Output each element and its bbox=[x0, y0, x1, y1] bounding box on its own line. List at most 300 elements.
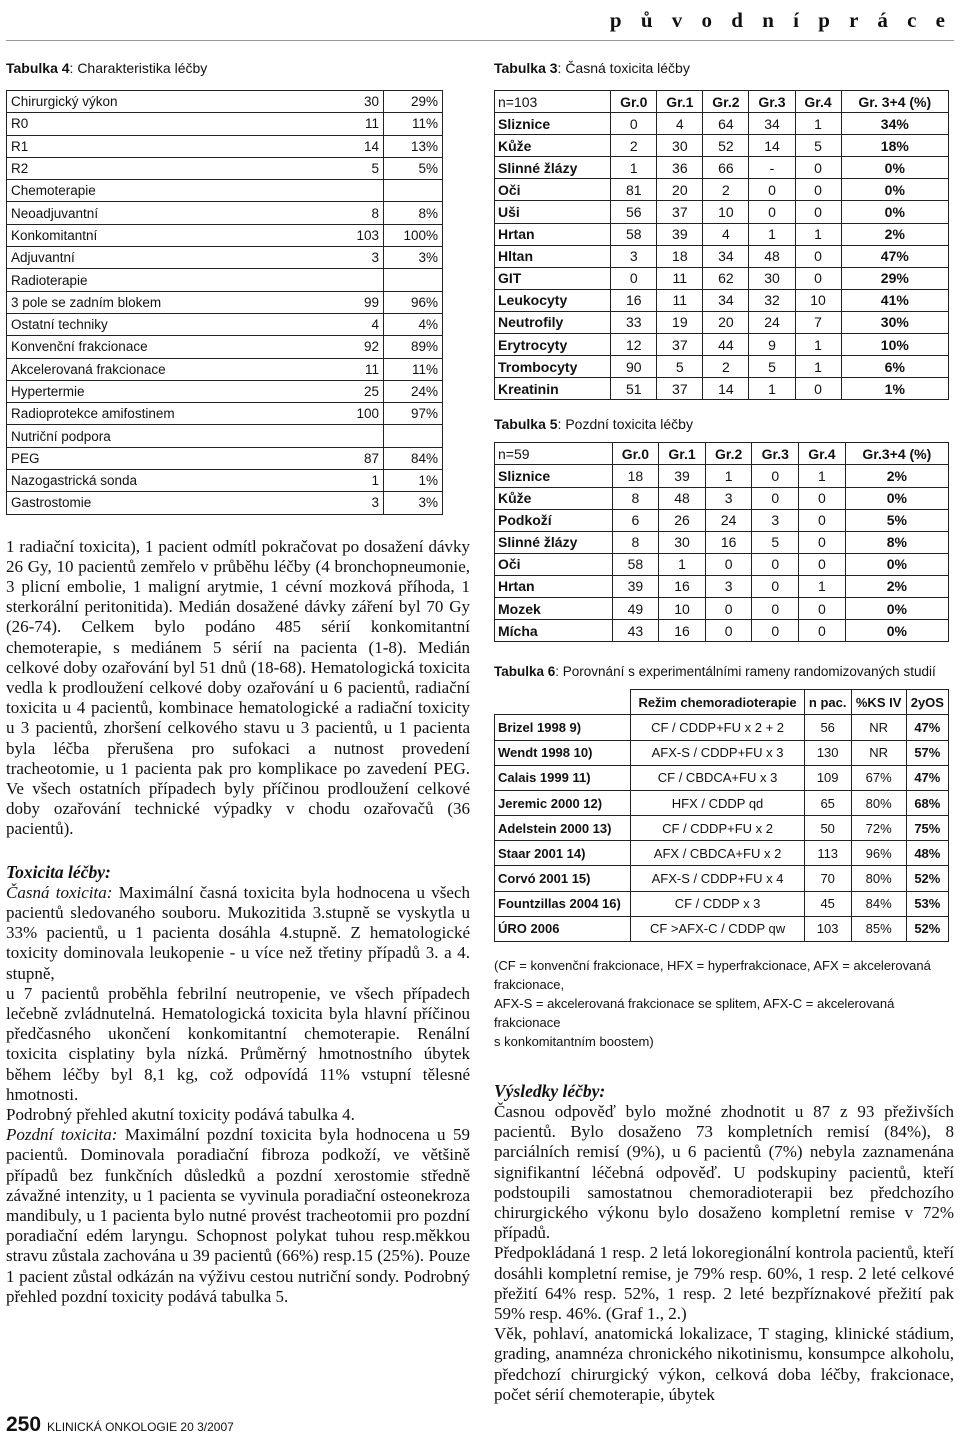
table-cell: 6 bbox=[612, 509, 659, 531]
table-row bbox=[7, 269, 443, 291]
table-cell: 20 bbox=[657, 179, 703, 201]
table-cell: 48% bbox=[906, 841, 948, 866]
row-percent: 4% bbox=[384, 313, 443, 335]
table-row bbox=[495, 289, 949, 311]
table3 bbox=[494, 90, 949, 400]
table-row bbox=[7, 135, 443, 157]
study-name: Staar 2001 14) bbox=[495, 841, 631, 866]
table-row bbox=[7, 180, 443, 202]
table-cell: 0 bbox=[752, 575, 799, 597]
table-row bbox=[495, 223, 949, 245]
table-cell: 2% bbox=[845, 465, 948, 487]
row-label: GIT bbox=[495, 267, 611, 289]
table-cell: 2 bbox=[611, 135, 657, 157]
column-header: Gr.3 bbox=[752, 443, 799, 465]
table-cell: 30 bbox=[659, 531, 706, 553]
table-cell: 11 bbox=[657, 289, 703, 311]
table-cell: 3 bbox=[611, 245, 657, 267]
table-row bbox=[495, 575, 949, 597]
paragraph-late-toxicity bbox=[6, 1125, 470, 1307]
row-label: Hrtan bbox=[495, 223, 611, 245]
late-toxicity-text: Maximální pozdní toxicita byla hodnocena u 59 pacientů. Dominovala poradiační fibroza podkoží, ve většině případů bez funkčních důsledků a pozdní xerostomie středně závažné intenzity, u 1 pacienta se vyvinula poradiační osteonekroza mandibuly, u 1 pacienta bylo nutné provést tracheotomii pro pozdní poradiační edém laryngu. Schopnost polykat tuhou resp.měkkou stravu zůstala zachována u 39 pacientů (66%) resp.15 (25%). Pouze 1 pacient zůstal odkázán na výživu cestou nutriční sondy. Podrobný přehled pozdní toxicity podává tabulka 5. bbox=[6, 1125, 470, 1306]
table-cell: 57% bbox=[906, 740, 948, 765]
table-cell: 16 bbox=[659, 620, 706, 642]
table-cell: 0 bbox=[799, 487, 846, 509]
table-cell: 84% bbox=[851, 891, 906, 916]
table-cell: 34 bbox=[703, 289, 749, 311]
table-cell: 12 bbox=[611, 334, 657, 356]
row-label: Trombocyty bbox=[495, 356, 611, 378]
table-cell: 1 bbox=[659, 553, 706, 575]
table-row bbox=[7, 470, 443, 492]
table-row bbox=[495, 866, 949, 891]
row-count: 5 bbox=[329, 157, 384, 179]
column-header: 2yOS bbox=[906, 690, 948, 715]
row-label: Sliznice bbox=[495, 113, 611, 135]
table-cell: 34% bbox=[841, 113, 948, 135]
table-cell: 24 bbox=[749, 311, 795, 333]
early-toxicity-lead: Časná toxicita: bbox=[6, 882, 113, 902]
table-cell: 37 bbox=[657, 334, 703, 356]
row-label: Hltan bbox=[495, 245, 611, 267]
table3-caption-label: Tabulka 3 bbox=[494, 60, 558, 76]
table-row bbox=[7, 358, 443, 380]
heading-toxicity: Toxicita léčby: bbox=[6, 861, 111, 882]
row-percent: 5% bbox=[384, 157, 443, 179]
row-label: Neoadjuvantní bbox=[7, 202, 330, 224]
row-count: 25 bbox=[329, 380, 384, 402]
row-count: 100 bbox=[329, 403, 384, 425]
table-cell: 0 bbox=[799, 509, 846, 531]
table-cell: 96% bbox=[851, 841, 906, 866]
page-footer bbox=[6, 1413, 234, 1437]
row-label: Erytrocyty bbox=[495, 334, 611, 356]
table-row bbox=[495, 179, 949, 201]
row-percent: 3% bbox=[384, 492, 443, 514]
table-row bbox=[7, 291, 443, 313]
table-cell: 37 bbox=[657, 201, 703, 223]
row-percent: 84% bbox=[384, 447, 443, 469]
table-cell: 0 bbox=[799, 597, 846, 619]
table-cell: 18 bbox=[657, 245, 703, 267]
table-cell: 0 bbox=[749, 179, 795, 201]
table-cell: 34 bbox=[703, 245, 749, 267]
table6-caption-text: : Porovnání s experimentálními rameny randomizovaných studií bbox=[555, 664, 936, 680]
row-label: R0 bbox=[7, 113, 330, 135]
table-cell: 18 bbox=[612, 465, 659, 487]
table-row bbox=[7, 247, 443, 269]
row-label: Slinné žlázy bbox=[495, 531, 613, 553]
column-header: n=59 bbox=[495, 443, 613, 465]
table-cell: 1 bbox=[749, 378, 795, 400]
table-cell: 4 bbox=[703, 223, 749, 245]
table-cell: 3 bbox=[752, 509, 799, 531]
table-cell: 90 bbox=[611, 356, 657, 378]
right-column bbox=[494, 60, 954, 1405]
table-cell: 53% bbox=[906, 891, 948, 916]
study-name: Wendt 1998 10) bbox=[495, 740, 631, 765]
table-cell: 1 bbox=[749, 223, 795, 245]
table-cell: 1 bbox=[799, 575, 846, 597]
row-label: Uši bbox=[495, 201, 611, 223]
row-percent: 11% bbox=[384, 113, 443, 135]
row-label: PEG bbox=[7, 447, 330, 469]
table-cell: 0 bbox=[799, 553, 846, 575]
table-cell: 109 bbox=[804, 765, 851, 790]
table-row bbox=[495, 113, 949, 135]
row-label: Leukocyty bbox=[495, 289, 611, 311]
table-cell: 113 bbox=[804, 841, 851, 866]
row-count: 8 bbox=[329, 202, 384, 224]
table-cell: 58 bbox=[611, 223, 657, 245]
table-cell: 44 bbox=[703, 334, 749, 356]
table3-caption-text: : Časná toxicita léčby bbox=[557, 60, 690, 76]
table-row bbox=[495, 157, 949, 179]
table-cell: 10 bbox=[703, 201, 749, 223]
table-cell: 37 bbox=[657, 378, 703, 400]
table-cell: 8 bbox=[612, 487, 659, 509]
table-cell: AFX-S / CDDP+FU x 4 bbox=[631, 866, 804, 891]
table-cell: CF / CDDP+FU x 2 + 2 bbox=[631, 715, 804, 740]
row-label: Hrtan bbox=[495, 575, 613, 597]
table-cell: 62 bbox=[703, 267, 749, 289]
table-row bbox=[495, 597, 949, 619]
table-cell: 0% bbox=[841, 157, 948, 179]
table-cell: 1 bbox=[795, 356, 841, 378]
table-cell: 70 bbox=[804, 866, 851, 891]
left-column bbox=[6, 60, 470, 1307]
table5-caption bbox=[494, 416, 954, 432]
row-label: Sliznice bbox=[495, 465, 613, 487]
table4-caption-label: Tabulka 4 bbox=[6, 60, 70, 76]
table-row bbox=[495, 135, 949, 157]
table-cell: 39 bbox=[659, 465, 706, 487]
row-percent bbox=[384, 180, 443, 202]
table-cell: 0% bbox=[841, 179, 948, 201]
table-cell: 0 bbox=[752, 487, 799, 509]
table-cell: 11 bbox=[657, 267, 703, 289]
table-cell: 56 bbox=[804, 715, 851, 740]
table6-note-2: AFX-S = akcelerovaná frakcionace se splitem, AFX-C = akcelerovaná frakcionace bbox=[494, 996, 895, 1031]
table-cell: 0 bbox=[752, 553, 799, 575]
table-cell: 0 bbox=[752, 620, 799, 642]
table-row bbox=[495, 916, 949, 941]
table-cell: 3 bbox=[705, 487, 752, 509]
table-cell: 0 bbox=[749, 201, 795, 223]
row-label: Kreatinin bbox=[495, 378, 611, 400]
table-cell: 5 bbox=[752, 531, 799, 553]
table-cell: 2% bbox=[845, 575, 948, 597]
table-row bbox=[495, 841, 949, 866]
table-cell: 34 bbox=[749, 113, 795, 135]
column-header: Gr.1 bbox=[657, 91, 703, 113]
study-name: Corvó 2001 15) bbox=[495, 866, 631, 891]
table-cell: 16 bbox=[611, 289, 657, 311]
column-header: Režim chemoradioterapie bbox=[631, 690, 804, 715]
table-cell: 19 bbox=[657, 311, 703, 333]
table-row bbox=[495, 487, 949, 509]
table-cell: 67% bbox=[851, 765, 906, 790]
table5 bbox=[494, 442, 949, 642]
table-cell: 1 bbox=[705, 465, 752, 487]
table-cell: 0 bbox=[752, 465, 799, 487]
page-number: 250 bbox=[6, 1413, 42, 1436]
table-cell: 0 bbox=[795, 267, 841, 289]
column-header: Gr.1 bbox=[659, 443, 706, 465]
row-label: Chemoterapie bbox=[7, 180, 330, 202]
row-label: 3 pole se zadním blokem bbox=[7, 291, 330, 313]
table-cell: 51 bbox=[611, 378, 657, 400]
table-cell: 10 bbox=[659, 597, 706, 619]
table-cell: 2% bbox=[841, 223, 948, 245]
table-row bbox=[495, 465, 949, 487]
column-header: n=103 bbox=[495, 91, 611, 113]
table4-caption bbox=[6, 60, 470, 76]
table-row bbox=[495, 816, 949, 841]
row-count: 1 bbox=[329, 470, 384, 492]
table-cell: 0 bbox=[795, 179, 841, 201]
table6-note-1: (CF = konvenční frakcionace, HFX = hyperfrakcionace, AFX = akcelerovaná frakcionace, bbox=[494, 958, 931, 993]
row-label: Akcelerovaná frakcionace bbox=[7, 358, 330, 380]
table-row bbox=[7, 157, 443, 179]
row-label: Kůže bbox=[495, 135, 611, 157]
row-label: Gastrostomie bbox=[7, 492, 330, 514]
row-label: Mozek bbox=[495, 597, 613, 619]
row-count: 30 bbox=[329, 91, 384, 113]
table-cell: 68% bbox=[906, 790, 948, 815]
table-cell: 52% bbox=[906, 866, 948, 891]
row-percent: 11% bbox=[384, 358, 443, 380]
table-header-row bbox=[495, 91, 949, 113]
table-cell: 48 bbox=[659, 487, 706, 509]
table-cell: 0 bbox=[611, 113, 657, 135]
row-percent: 3% bbox=[384, 247, 443, 269]
table-cell: CF >AFX-C / CDDP qw bbox=[631, 916, 804, 941]
row-count bbox=[329, 180, 384, 202]
table-cell: 65 bbox=[804, 790, 851, 815]
column-header: %KS IV bbox=[851, 690, 906, 715]
table-cell: 47% bbox=[841, 245, 948, 267]
row-percent: 24% bbox=[384, 380, 443, 402]
table-cell: 0 bbox=[705, 620, 752, 642]
table-cell: 10 bbox=[795, 289, 841, 311]
row-count: 103 bbox=[329, 224, 384, 246]
row-count: 3 bbox=[329, 492, 384, 514]
table-row bbox=[495, 531, 949, 553]
table-cell: 0 bbox=[799, 531, 846, 553]
row-label: Oči bbox=[495, 553, 613, 575]
row-percent: 8% bbox=[384, 202, 443, 224]
table-row bbox=[7, 113, 443, 135]
table-cell: 48 bbox=[749, 245, 795, 267]
table-cell: NR bbox=[851, 740, 906, 765]
table-cell: 0% bbox=[845, 620, 948, 642]
table-cell: AFX / CBDCA+FU x 2 bbox=[631, 841, 804, 866]
table-row bbox=[495, 378, 949, 400]
table-cell: CF / CBDCA+FU x 3 bbox=[631, 765, 804, 790]
row-percent: 97% bbox=[384, 403, 443, 425]
row-percent: 1% bbox=[384, 470, 443, 492]
table-row bbox=[495, 891, 949, 916]
column-header: Gr. 3+4 (%) bbox=[841, 91, 948, 113]
table-cell: 3 bbox=[705, 575, 752, 597]
table-cell: 1 bbox=[795, 113, 841, 135]
table-cell: 6% bbox=[841, 356, 948, 378]
table-cell: 39 bbox=[657, 223, 703, 245]
table-cell: 16 bbox=[705, 531, 752, 553]
table-row bbox=[495, 356, 949, 378]
row-label: Ostatní techniky bbox=[7, 313, 330, 335]
table-cell: 2 bbox=[703, 179, 749, 201]
row-count bbox=[329, 269, 384, 291]
column-header: Gr.0 bbox=[611, 91, 657, 113]
table-row bbox=[495, 553, 949, 575]
table-cell: 18% bbox=[841, 135, 948, 157]
column-header: Gr.2 bbox=[705, 443, 752, 465]
table-cell: 50 bbox=[804, 816, 851, 841]
study-name: Brizel 1998 9) bbox=[495, 715, 631, 740]
row-percent: 96% bbox=[384, 291, 443, 313]
table-cell: 1% bbox=[841, 378, 948, 400]
table-cell: 1 bbox=[799, 465, 846, 487]
row-label: Oči bbox=[495, 179, 611, 201]
table-cell: 130 bbox=[804, 740, 851, 765]
row-label: Adjuvantní bbox=[7, 247, 330, 269]
paragraph-treatment: 1 radiační toxicita), 1 pacient odmítl pokračovat po dosažení dávky 26 Gy, 10 pacientů zemřelo v průběhu léčby (4 bronchopneumonie, 3 plicní embolie, 1 maligní arytmie, 1 cévní mozková příhoda, 1 sterkorální peritonitida). Medián dosažené dávky záření byl 70 Gy (26-74). Celkem bylo podáno 485 sérií konkomitantní chemoterapie, s mediánem 5 sérií na pacienta (1-8). Medián celkové doby ozařování byl 51 dnů (18-68). Hematologická toxicita vedla k prodloužení celkové doby ozařování u 6 pacientů, radiační toxicita u 4 pacientů, kombinace hematologické a radiační toxicity u 3 pacientů, zhoršení celkového stavu u 3 pacientů, u 1 pacienta byla léčba přerušena pro sufokaci a nutnost provedení tracheotomie, u 1 pacienta pak pro komplikace po zavedení PEG. Ve všech ostatních případech byly příčinou prodloužení celkové doby ozařování technické výpadky v chodu ozařovačů (36 pacientů). bbox=[6, 536, 470, 839]
table-cell: AFX-S / CDDP+FU x 3 bbox=[631, 740, 804, 765]
table-cell: 14 bbox=[703, 378, 749, 400]
table-row bbox=[495, 765, 949, 790]
column-header bbox=[495, 690, 631, 715]
row-label: Chirurgický výkon bbox=[7, 91, 330, 113]
table-row bbox=[495, 715, 949, 740]
column-header: Gr.3+4 (%) bbox=[845, 443, 948, 465]
row-count: 11 bbox=[329, 358, 384, 380]
table-cell: 0% bbox=[845, 553, 948, 575]
section-title: p ů v o d n í p r á c e bbox=[609, 8, 952, 32]
row-count: 92 bbox=[329, 336, 384, 358]
table-cell: 103 bbox=[804, 916, 851, 941]
table-cell: 24 bbox=[705, 509, 752, 531]
table-cell: 49 bbox=[612, 597, 659, 619]
table-row bbox=[495, 509, 949, 531]
table-cell: 81 bbox=[611, 179, 657, 201]
table-cell: 0 bbox=[799, 620, 846, 642]
table-cell: - bbox=[749, 157, 795, 179]
table-cell: 7 bbox=[795, 311, 841, 333]
table6-caption-label: Tabulka 6 bbox=[494, 664, 556, 680]
column-header: Gr.3 bbox=[749, 91, 795, 113]
row-count: 3 bbox=[329, 247, 384, 269]
table-row bbox=[495, 245, 949, 267]
paragraph-acute-overview: Podrobný přehled akutní toxicity podává tabulka 4. bbox=[6, 1104, 355, 1124]
row-count: 99 bbox=[329, 291, 384, 313]
table-cell: 9 bbox=[749, 334, 795, 356]
table-cell: 0 bbox=[795, 245, 841, 267]
table-cell: 58 bbox=[612, 553, 659, 575]
table3-caption bbox=[494, 60, 954, 76]
study-name: Calais 1999 11) bbox=[495, 765, 631, 790]
table-row bbox=[495, 740, 949, 765]
table6-note-3: s konkomitantním boostem) bbox=[494, 1034, 654, 1050]
column-header: Gr.0 bbox=[612, 443, 659, 465]
late-toxicity-lead: Pozdní toxicita: bbox=[6, 1125, 118, 1145]
table6 bbox=[494, 689, 949, 942]
study-name: ÚRO 2006 bbox=[495, 916, 631, 941]
row-percent bbox=[384, 425, 443, 447]
study-name: Adelstein 2000 13) bbox=[495, 816, 631, 841]
row-percent: 13% bbox=[384, 135, 443, 157]
row-label: Radioprotekce amifostinem bbox=[7, 403, 330, 425]
table-cell: 47% bbox=[906, 715, 948, 740]
table-cell: NR bbox=[851, 715, 906, 740]
table-cell: 14 bbox=[749, 135, 795, 157]
table4 bbox=[6, 90, 443, 515]
table-cell: 52% bbox=[906, 916, 948, 941]
row-label: Hypertermie bbox=[7, 380, 330, 402]
table-row bbox=[7, 224, 443, 246]
table-cell: 0 bbox=[752, 597, 799, 619]
row-percent bbox=[384, 269, 443, 291]
table-cell: 4 bbox=[657, 113, 703, 135]
table-cell: 33 bbox=[611, 311, 657, 333]
table-row bbox=[7, 313, 443, 335]
table-cell: 1 bbox=[611, 157, 657, 179]
table6-notes bbox=[494, 956, 954, 1051]
table-header-row bbox=[495, 690, 949, 715]
table-cell: 10% bbox=[841, 334, 948, 356]
table-cell: 64 bbox=[703, 113, 749, 135]
paragraph-febrile: u 7 pacientů proběhla febrilní neutropenie, ve všech případech lečebně zvládnutelná. Hematologická toxicita byla hlavní příčinou předčasného ukončení konkomitantní chemoterapie. Renální toxicita cisplatiny byla nízká. Průměrný hmotnostního úbytek během léčby byl 8,1 kg, což odpovídá 11% vstupní tělesné hmotnosti. bbox=[6, 983, 470, 1104]
table-row bbox=[495, 201, 949, 223]
paragraph-control: Předpokládaná 1 resp. 2 letá lokoregionální kontrola pacientů, kteří dosáhli kompletní remise, je 79% resp. 60%, 1 resp. 2 leté celkové přežití 64% resp. 52%, 1 resp. 2 leté bezpříznakové přežití pak 59% resp. 46%. (Graf 1., 2.) bbox=[494, 1243, 954, 1324]
table-cell: 8% bbox=[845, 531, 948, 553]
table-row bbox=[495, 311, 949, 333]
table5-caption-text: : Pozdní toxicita léčby bbox=[557, 416, 693, 433]
early-toxicity-text: Maximální časná toxicita byla hodnocena u všech pacientů sledovaného souboru. Mukozitida 3.stupně se vyskytla u 33% pacientů, u 1 pacienta dosáhla 4.stupně. Z hematologické toxicity dominovala leukopenie - u více než třetiny případů 3. a 4. stupně, bbox=[6, 882, 470, 983]
paragraph-factors: Věk, pohlaví, anatomická lokalizace, T staging, klinické stádium, grading, anamnéza chronického nikotinismu, konsumpce alkoholu, předchozí chirurgický výkon, celková doba léčby, frakcionace, počet sérií chemoterapie, úbytek bbox=[494, 1324, 954, 1404]
table-row bbox=[7, 380, 443, 402]
row-percent: 89% bbox=[384, 336, 443, 358]
table-cell: 80% bbox=[851, 866, 906, 891]
table-cell: 66 bbox=[703, 157, 749, 179]
row-count: 11 bbox=[329, 113, 384, 135]
table-cell: 30 bbox=[749, 267, 795, 289]
table-cell: 0 bbox=[795, 378, 841, 400]
row-label: Radioterapie bbox=[7, 269, 330, 291]
table-cell: 52 bbox=[703, 135, 749, 157]
table-cell: 72% bbox=[851, 816, 906, 841]
row-count: 14 bbox=[329, 135, 384, 157]
table-cell: 2 bbox=[703, 356, 749, 378]
table-cell: 0 bbox=[795, 201, 841, 223]
table-row bbox=[7, 91, 443, 113]
row-label: Konkomitantní bbox=[7, 224, 330, 246]
table-row bbox=[495, 620, 949, 642]
row-percent: 100% bbox=[384, 224, 443, 246]
column-header: n pac. bbox=[804, 690, 851, 715]
row-label: Mícha bbox=[495, 620, 613, 642]
table-cell: 16 bbox=[659, 575, 706, 597]
page-header bbox=[0, 0, 960, 40]
table-row bbox=[495, 334, 949, 356]
table-cell: 80% bbox=[851, 790, 906, 815]
table-cell: 43 bbox=[612, 620, 659, 642]
row-count bbox=[329, 425, 384, 447]
table-cell: 85% bbox=[851, 916, 906, 941]
row-label: Konvenční frakcionace bbox=[7, 336, 330, 358]
journal-name: KLINICKÁ ONKOLOGIE 20 3/2007 bbox=[47, 1420, 234, 1434]
